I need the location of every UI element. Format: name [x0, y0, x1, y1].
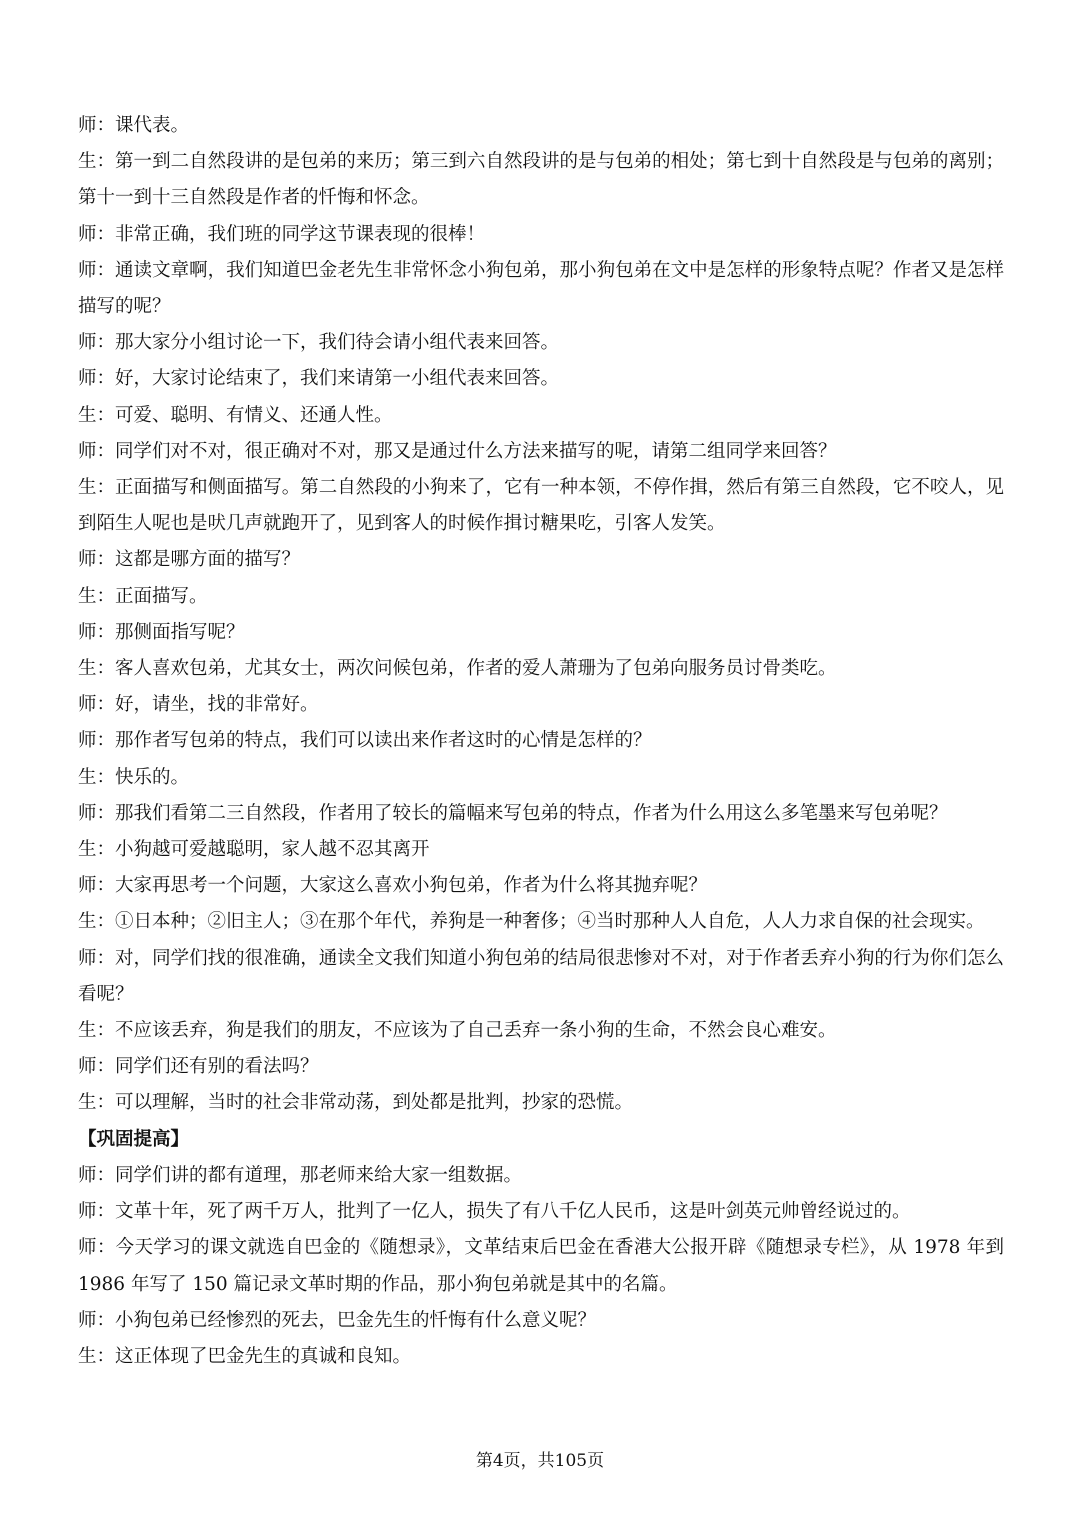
dialogue-line: 生：①日本种；②旧主人；③在那个年代，养狗是一种奢侈；④当时那种人人自危，人人力求自保的社会现实。 — [78, 911, 985, 933]
dialogue-line: 师：好，请坐，找的非常好。 — [78, 694, 319, 716]
dialogue-line: 生：客人喜欢包弟，尤其女士，两次问候包弟，作者的爱人萧珊为了包弟向服务员讨骨类吃。 — [78, 658, 837, 680]
dialogue-line: 师：文革十年，死了两千万人，批判了一亿人，损失了有八千亿人民币，这是叶剑英元帅曾经说过的。 — [78, 1201, 911, 1223]
dialogue-line: 生：可以理解，当时的社会非常动荡，到处都是批判，抄家的恐慌。 — [78, 1092, 634, 1114]
dialogue-line: 师：同学们还有别的看法吗？ — [78, 1056, 319, 1078]
page-number-footer: 第4页，共105页 — [475, 1451, 605, 1471]
dialogue-line: 师：非常正确，我们班的同学这节课表现的很棒！ — [78, 223, 486, 245]
dialogue-line: 师：对，同学们找的很准确，通读全文我们知道小狗包弟的结局很悲惨对不对，对于作者丢弃小狗的行为你们怎么看呢？ — [78, 947, 1004, 1005]
dialogue-line: 师：好，大家讨论结束了，我们来请第一小组代表来回答。 — [78, 368, 560, 390]
dialogue-line: 生：正面描写和侧面描写。第二自然段的小狗来了，它有一种本领，不停作揖，然后有第三自然段，它不咬人，见到陌生人呢也是吠几声就跑开了，见到客人的时候作揖讨糖果吃，引客人发笑。 — [78, 477, 1004, 535]
dialogue-line: 师：今天学习的课文就选自巴金的《随想录》，文革结束后巴金在香港大公报开辟《随想录专栏》，从 1978 年到 1986 年写了 150 篇记录文革时期的作品，那小狗包弟就是其中的名篇。 — [78, 1237, 1004, 1295]
dialogue-line: 师：那大家分小组讨论一下，我们待会请小组代表来回答。 — [78, 332, 560, 354]
dialogue-line: 生：第一到二自然段讲的是包弟的来历；第三到六自然段讲的是与包弟的相处；第七到十自然段是与包弟的离别；第十一到十三自然段是作者的忏悔和怀念。 — [78, 151, 1004, 209]
dialogue-line: 师：那我们看第二三自然段，作者用了较长的篇幅来写包弟的特点，作者为什么用这么多笔墨来写包弟呢？ — [78, 802, 948, 824]
dialogue-line: 师：通读文章啊，我们知道巴金老先生非常怀念小狗包弟，那小狗包弟在文中是怎样的形象特点呢？作者又是怎样描写的呢？ — [78, 259, 1004, 318]
page-content — [78, 108, 1004, 1375]
dialogue-line: 师：同学们对不对，很正确对不对，那又是通过什么方法来描写的呢，请第二组同学来回答？ — [78, 440, 837, 462]
dialogue-line: 师：同学们讲的都有道理，那老师来给大家一组数据。 — [78, 1164, 523, 1186]
dialogue-line: 生：可爱、聪明、有情义、还通人性。 — [78, 404, 393, 426]
dialogue-line: 生：正面描写。 — [78, 585, 208, 607]
dialogue-line: 师：这都是哪方面的描写？ — [78, 549, 301, 571]
dialogue-line: 生：快乐的。 — [78, 766, 190, 788]
dialogue-line: 生：不应该丢弃，狗是我们的朋友，不应该为了自己丢弃一条小狗的生命，不然会良心难安。 — [78, 1020, 837, 1042]
dialogue-line: 师：那作者写包弟的特点，我们可以读出来作者这时的心情是怎样的？ — [78, 730, 652, 752]
section-heading: 【巩固提高】 — [78, 1128, 190, 1150]
dialogue-line: 生：这正体现了巴金先生的真诚和良知。 — [78, 1345, 412, 1367]
dialogue-line: 师：小狗包弟已经惨烈的死去，巴金先生的忏悔有什么意义呢？ — [78, 1309, 597, 1331]
dialogue-line: 师：那侧面指写呢？ — [78, 621, 245, 643]
dialogue-line: 生：小狗越可爱越聪明，家人越不忍其离开 — [78, 839, 430, 861]
dialogue-line: 师：大家再思考一个问题，大家这么喜欢小狗包弟，作者为什么将其抛弃呢？ — [78, 875, 708, 897]
dialogue-line: 师：课代表。 — [78, 115, 190, 136]
